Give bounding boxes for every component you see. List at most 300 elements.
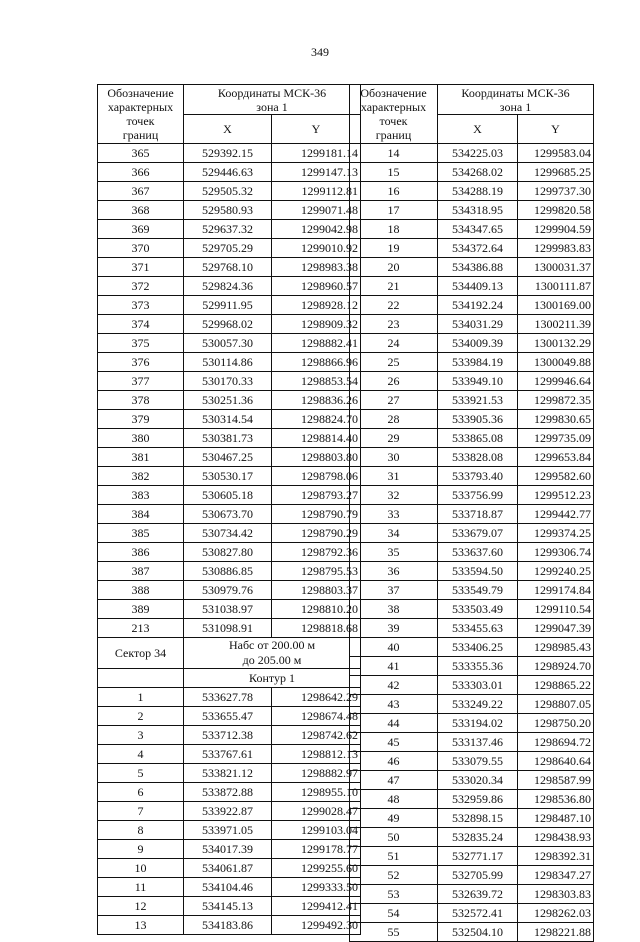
table-row (98, 897, 361, 916)
point-number-cell: 8 (98, 821, 184, 840)
y-coordinate-cell: 1298798.06 (272, 467, 361, 486)
point-number-cell: 12 (98, 897, 184, 916)
y-coordinate-cell: 1299492.30 (272, 916, 361, 935)
table-row (350, 505, 594, 524)
table-row (350, 657, 594, 676)
point-number-cell: 49 (350, 809, 438, 828)
table-row (350, 733, 594, 752)
x-coordinate-cell: 533303.01 (438, 676, 518, 695)
point-number-cell: 27 (350, 391, 438, 410)
table-row (98, 745, 361, 764)
point-number-cell: 42 (350, 676, 438, 695)
y-coordinate-cell: 1300111.87 (518, 277, 594, 296)
point-number-cell: 30 (350, 448, 438, 467)
x-coordinate-cell: 533971.05 (184, 821, 272, 840)
y-coordinate-cell: 1298836.26 (272, 391, 361, 410)
table-row (98, 840, 361, 859)
x-coordinate-cell: 529580.93 (184, 201, 272, 220)
table-row (350, 334, 594, 353)
table-row (98, 277, 361, 296)
x-coordinate-cell: 533627.78 (184, 688, 272, 707)
x-coordinate-cell: 530979.76 (184, 581, 272, 600)
table-row (98, 372, 361, 391)
point-number-cell: 370 (98, 239, 184, 258)
x-coordinate-cell: 534145.13 (184, 897, 272, 916)
y-coordinate-cell: 1299582.60 (518, 467, 594, 486)
point-number-cell: 17 (350, 201, 438, 220)
y-coordinate-cell: 1298487.10 (518, 809, 594, 828)
table-row (350, 258, 594, 277)
y-coordinate-cell: 1300031.37 (518, 258, 594, 277)
y-coordinate-cell: 1300132.29 (518, 334, 594, 353)
point-number-cell: 35 (350, 543, 438, 562)
page-number: 349 (311, 45, 329, 59)
point-number-cell: 377 (98, 372, 184, 391)
table-row (98, 505, 361, 524)
table-row (98, 821, 361, 840)
right-table-body (350, 85, 594, 942)
table-row (98, 258, 361, 277)
table-row (350, 277, 594, 296)
point-number-cell: 366 (98, 163, 184, 182)
y-coordinate-cell: 1298928.12 (272, 296, 361, 315)
sector-label-cell: Сектор 34 (98, 638, 184, 669)
point-number-cell: 51 (350, 847, 438, 866)
x-coordinate-cell: 533137.46 (438, 733, 518, 752)
table-row (98, 619, 361, 638)
point-number-cell: 7 (98, 802, 184, 821)
x-coordinate-cell: 533821.12 (184, 764, 272, 783)
x-coordinate-cell: 534009.39 (438, 334, 518, 353)
x-coordinate-cell: 529705.29 (184, 239, 272, 258)
y-coordinate-cell: 1299583.04 (518, 144, 594, 163)
table-row (350, 562, 594, 581)
table-row (350, 543, 594, 562)
table-row (350, 828, 594, 847)
sector-row (98, 638, 361, 669)
right-coordinates-table (349, 84, 594, 942)
point-number-cell: 371 (98, 258, 184, 277)
y-coordinate-cell: 1299685.25 (518, 163, 594, 182)
x-coordinate-cell: 531098.91 (184, 619, 272, 638)
y-coordinate-cell: 1298803.80 (272, 448, 361, 467)
y-coordinate-cell: 1299946.64 (518, 372, 594, 391)
point-number-cell: 24 (350, 334, 438, 353)
x-coordinate-cell: 530827.80 (184, 543, 272, 562)
x-coordinate-cell: 530673.70 (184, 505, 272, 524)
point-number-cell: 367 (98, 182, 184, 201)
table-row (350, 410, 594, 429)
y-coordinate-cell: 1299830.65 (518, 410, 594, 429)
x-coordinate-cell: 529968.02 (184, 315, 272, 334)
point-number-cell: 375 (98, 334, 184, 353)
point-number-cell: 374 (98, 315, 184, 334)
point-number-cell: 50 (350, 828, 438, 847)
point-number-cell: 387 (98, 562, 184, 581)
y-coordinate-cell: 1298924.70 (518, 657, 594, 676)
y-coordinate-cell: 1299983.83 (518, 239, 594, 258)
y-coordinate-cell: 1298983.38 (272, 258, 361, 277)
x-coordinate-cell: 534386.88 (438, 258, 518, 277)
x-coordinate-cell: 534031.29 (438, 315, 518, 334)
y-coordinate-cell: 1299872.35 (518, 391, 594, 410)
y-column-header: Y (272, 115, 361, 144)
x-coordinate-cell: 533355.36 (438, 657, 518, 676)
y-coordinate-cell: 1298810.20 (272, 600, 361, 619)
point-number-cell: 45 (350, 733, 438, 752)
y-coordinate-cell: 1298347.27 (518, 866, 594, 885)
x-coordinate-cell: 530314.54 (184, 410, 272, 429)
point-number-cell: 378 (98, 391, 184, 410)
y-coordinate-cell: 1298882.41 (272, 334, 361, 353)
x-coordinate-cell: 533679.07 (438, 524, 518, 543)
x-coordinate-cell: 530734.42 (184, 524, 272, 543)
point-number-cell: 380 (98, 429, 184, 448)
point-number-cell: 15 (350, 163, 438, 182)
left-table-body (98, 85, 361, 935)
table-row (350, 220, 594, 239)
x-coordinate-cell: 533455.63 (438, 619, 518, 638)
point-number-cell: 213 (98, 619, 184, 638)
x-coordinate-cell: 534183.86 (184, 916, 272, 935)
table-row (350, 144, 594, 163)
table-row (98, 467, 361, 486)
y-coordinate-cell: 1298960.57 (272, 277, 361, 296)
y-coordinate-cell: 1298536.80 (518, 790, 594, 809)
x-coordinate-cell: 532705.99 (438, 866, 518, 885)
left-coordinates-table (97, 84, 361, 935)
contour-label-cell: Контур 1 (184, 669, 361, 688)
table-row (350, 923, 594, 942)
x-coordinate-cell: 534409.13 (438, 277, 518, 296)
x-coordinate-cell: 530381.73 (184, 429, 272, 448)
point-number-cell: 21 (350, 277, 438, 296)
y-coordinate-cell: 1299333.50 (272, 878, 361, 897)
point-number-cell: 18 (350, 220, 438, 239)
y-column-header: Y (518, 115, 594, 144)
table-row (350, 448, 594, 467)
y-coordinate-cell: 1299178.77 (272, 840, 361, 859)
x-coordinate-cell: 533905.36 (438, 410, 518, 429)
table-row (98, 429, 361, 448)
point-number-cell: 41 (350, 657, 438, 676)
table-row (350, 619, 594, 638)
x-coordinate-cell: 530251.36 (184, 391, 272, 410)
table-row (350, 790, 594, 809)
y-coordinate-cell: 1299112.81 (272, 182, 361, 201)
y-coordinate-cell: 1299010.92 (272, 239, 361, 258)
x-coordinate-cell: 529824.36 (184, 277, 272, 296)
point-number-cell: 23 (350, 315, 438, 334)
table-row (98, 600, 361, 619)
y-coordinate-cell: 1299071.48 (272, 201, 361, 220)
table-row (350, 676, 594, 695)
point-number-cell: 33 (350, 505, 438, 524)
y-coordinate-cell: 1298793.27 (272, 486, 361, 505)
point-number-cell: 389 (98, 600, 184, 619)
x-coordinate-cell: 531038.97 (184, 600, 272, 619)
x-coordinate-cell: 533828.08 (438, 448, 518, 467)
point-number-cell: 6 (98, 783, 184, 802)
x-coordinate-cell: 534017.39 (184, 840, 272, 859)
point-number-cell: 381 (98, 448, 184, 467)
point-number-cell: 43 (350, 695, 438, 714)
x-coordinate-cell: 529911.95 (184, 296, 272, 315)
point-number-cell: 384 (98, 505, 184, 524)
y-coordinate-cell: 1298438.93 (518, 828, 594, 847)
point-number-cell: 372 (98, 277, 184, 296)
point-number-cell: 3 (98, 726, 184, 745)
y-coordinate-cell: 1299653.84 (518, 448, 594, 467)
table-row (350, 638, 594, 657)
y-coordinate-cell: 1298262.03 (518, 904, 594, 923)
table-row (98, 859, 361, 878)
y-coordinate-cell: 1298694.72 (518, 733, 594, 752)
point-number-cell: 29 (350, 429, 438, 448)
point-number-cell: 2 (98, 707, 184, 726)
coordinates-header: Координаты МСК-36 зона 1 (438, 85, 594, 115)
table-row (350, 296, 594, 315)
x-coordinate-cell: 533921.53 (438, 391, 518, 410)
y-coordinate-cell: 1299512.23 (518, 486, 594, 505)
y-coordinate-cell: 1299147.13 (272, 163, 361, 182)
coordinates-header: Координаты МСК-36 зона 1 (184, 85, 361, 115)
point-number-cell: 14 (350, 144, 438, 163)
y-coordinate-cell: 1298221.88 (518, 923, 594, 942)
x-coordinate-cell: 534372.64 (438, 239, 518, 258)
y-coordinate-cell: 1300049.88 (518, 353, 594, 372)
table-row (98, 334, 361, 353)
point-number-cell: 34 (350, 524, 438, 543)
table-row (98, 410, 361, 429)
y-coordinate-cell: 1298392.31 (518, 847, 594, 866)
point-number-cell: 55 (350, 923, 438, 942)
y-coordinate-cell: 1299306.74 (518, 543, 594, 562)
table-row (98, 486, 361, 505)
x-coordinate-cell: 530170.33 (184, 372, 272, 391)
empty-cell (98, 669, 184, 688)
y-coordinate-cell: 1298640.64 (518, 752, 594, 771)
point-number-cell: 373 (98, 296, 184, 315)
y-coordinate-cell: 1298674.48 (272, 707, 361, 726)
x-coordinate-cell: 533549.79 (438, 581, 518, 600)
sector-height-cell (184, 638, 361, 669)
y-coordinate-cell: 1298812.13 (272, 745, 361, 764)
table-row (98, 764, 361, 783)
x-coordinate-cell: 529392.15 (184, 144, 272, 163)
table-row (350, 239, 594, 258)
y-coordinate-cell: 1298795.53 (272, 562, 361, 581)
table-row (98, 802, 361, 821)
x-coordinate-cell: 530057.30 (184, 334, 272, 353)
point-designation-header: Обозначение характерных точек границ (350, 85, 438, 144)
y-coordinate-cell: 1298853.54 (272, 372, 361, 391)
x-coordinate-cell: 534225.03 (438, 144, 518, 163)
x-coordinate-cell: 533922.87 (184, 802, 272, 821)
sector-height-line: Набс от 200.00 м (228, 638, 316, 652)
table-row (350, 809, 594, 828)
table-row (98, 543, 361, 562)
x-coordinate-cell: 533712.38 (184, 726, 272, 745)
point-number-cell: 25 (350, 353, 438, 372)
table-row (350, 353, 594, 372)
x-coordinate-cell: 533767.61 (184, 745, 272, 764)
y-coordinate-cell: 1299255.60 (272, 859, 361, 878)
table-row (98, 163, 361, 182)
x-coordinate-cell: 532639.72 (438, 885, 518, 904)
y-coordinate-cell: 1299412.41 (272, 897, 361, 916)
table-row (98, 726, 361, 745)
x-coordinate-cell: 529505.32 (184, 182, 272, 201)
y-coordinate-cell: 1299181.14 (272, 144, 361, 163)
y-coordinate-cell: 1299737.30 (518, 182, 594, 201)
x-coordinate-cell: 533079.55 (438, 752, 518, 771)
y-coordinate-cell: 1299904.59 (518, 220, 594, 239)
y-coordinate-cell: 1298818.68 (272, 619, 361, 638)
point-number-cell: 38 (350, 600, 438, 619)
x-coordinate-cell: 534347.65 (438, 220, 518, 239)
point-number-cell: 40 (350, 638, 438, 657)
y-coordinate-cell: 1299442.77 (518, 505, 594, 524)
x-coordinate-cell: 534268.02 (438, 163, 518, 182)
y-coordinate-cell: 1299820.58 (518, 201, 594, 220)
y-coordinate-cell: 1298909.32 (272, 315, 361, 334)
point-number-cell: 376 (98, 353, 184, 372)
point-number-cell: 379 (98, 410, 184, 429)
table-row (98, 581, 361, 600)
y-coordinate-cell: 1298985.43 (518, 638, 594, 657)
y-coordinate-cell: 1298882.97 (272, 764, 361, 783)
table-row (98, 878, 361, 897)
x-coordinate-cell: 534318.95 (438, 201, 518, 220)
x-column-header: X (438, 115, 518, 144)
x-coordinate-cell: 533406.25 (438, 638, 518, 657)
x-coordinate-cell: 530530.17 (184, 467, 272, 486)
table-row (350, 315, 594, 334)
x-coordinate-cell: 533718.87 (438, 505, 518, 524)
point-number-cell: 5 (98, 764, 184, 783)
point-number-cell: 32 (350, 486, 438, 505)
point-number-cell: 368 (98, 201, 184, 220)
x-coordinate-cell: 530605.18 (184, 486, 272, 505)
point-number-cell: 44 (350, 714, 438, 733)
table-row (98, 916, 361, 935)
table-header-row (350, 85, 594, 115)
point-number-cell: 11 (98, 878, 184, 897)
y-coordinate-cell: 1298814.40 (272, 429, 361, 448)
point-number-cell: 16 (350, 182, 438, 201)
x-column-header: X (184, 115, 272, 144)
x-coordinate-cell: 533984.19 (438, 353, 518, 372)
point-number-cell: 53 (350, 885, 438, 904)
table-row (350, 163, 594, 182)
table-row (350, 581, 594, 600)
y-coordinate-cell: 1299028.47 (272, 802, 361, 821)
point-number-cell: 388 (98, 581, 184, 600)
table-row (350, 391, 594, 410)
x-coordinate-cell: 532504.10 (438, 923, 518, 942)
point-number-cell: 48 (350, 790, 438, 809)
point-number-cell: 46 (350, 752, 438, 771)
x-coordinate-cell: 534061.87 (184, 859, 272, 878)
point-designation-header: Обозначение характерных точек границ (98, 85, 184, 144)
y-coordinate-cell: 1299103.04 (272, 821, 361, 840)
table-row (98, 448, 361, 467)
point-number-cell: 31 (350, 467, 438, 486)
point-number-cell: 369 (98, 220, 184, 239)
y-coordinate-cell: 1300169.00 (518, 296, 594, 315)
y-coordinate-cell: 1298303.83 (518, 885, 594, 904)
contour-row (98, 669, 361, 688)
x-coordinate-cell: 533865.08 (438, 429, 518, 448)
point-number-cell: 383 (98, 486, 184, 505)
table-row (98, 220, 361, 239)
table-row (350, 752, 594, 771)
x-coordinate-cell: 532835.24 (438, 828, 518, 847)
x-coordinate-cell: 533194.02 (438, 714, 518, 733)
x-coordinate-cell: 533020.34 (438, 771, 518, 790)
table-row (350, 771, 594, 790)
x-coordinate-cell: 529446.63 (184, 163, 272, 182)
y-coordinate-cell: 1299374.25 (518, 524, 594, 543)
table-row (98, 562, 361, 581)
x-coordinate-cell: 533949.10 (438, 372, 518, 391)
table-row (350, 467, 594, 486)
y-coordinate-cell: 1298866.96 (272, 353, 361, 372)
x-coordinate-cell: 532898.15 (438, 809, 518, 828)
point-number-cell: 20 (350, 258, 438, 277)
table-row (350, 524, 594, 543)
point-number-cell: 10 (98, 859, 184, 878)
table-row (98, 182, 361, 201)
table-row (98, 391, 361, 410)
x-coordinate-cell: 533594.50 (438, 562, 518, 581)
x-coordinate-cell: 532572.41 (438, 904, 518, 923)
x-coordinate-cell: 534288.19 (438, 182, 518, 201)
x-coordinate-cell: 530886.85 (184, 562, 272, 581)
x-coordinate-cell: 529637.32 (184, 220, 272, 239)
point-number-cell: 9 (98, 840, 184, 859)
x-coordinate-cell: 533756.99 (438, 486, 518, 505)
table-row (98, 201, 361, 220)
x-coordinate-cell: 532959.86 (438, 790, 518, 809)
point-number-cell: 382 (98, 467, 184, 486)
x-coordinate-cell: 533872.88 (184, 783, 272, 802)
sector-height-line: до 205.00 м (242, 653, 302, 667)
y-coordinate-cell: 1298790.29 (272, 524, 361, 543)
table-row (350, 866, 594, 885)
table-row (350, 847, 594, 866)
point-number-cell: 37 (350, 581, 438, 600)
point-number-cell: 1 (98, 688, 184, 707)
y-coordinate-cell: 1298803.37 (272, 581, 361, 600)
y-coordinate-cell: 1298807.05 (518, 695, 594, 714)
y-coordinate-cell: 1299240.25 (518, 562, 594, 581)
point-number-cell: 36 (350, 562, 438, 581)
y-coordinate-cell: 1298742.62 (272, 726, 361, 745)
table-row (350, 714, 594, 733)
table-row (350, 201, 594, 220)
table-row (98, 688, 361, 707)
y-coordinate-cell: 1298750.20 (518, 714, 594, 733)
y-coordinate-cell: 1298824.70 (272, 410, 361, 429)
point-number-cell: 22 (350, 296, 438, 315)
point-number-cell: 365 (98, 144, 184, 163)
point-number-cell: 386 (98, 543, 184, 562)
x-coordinate-cell: 534192.24 (438, 296, 518, 315)
table-row (98, 524, 361, 543)
point-number-cell: 4 (98, 745, 184, 764)
